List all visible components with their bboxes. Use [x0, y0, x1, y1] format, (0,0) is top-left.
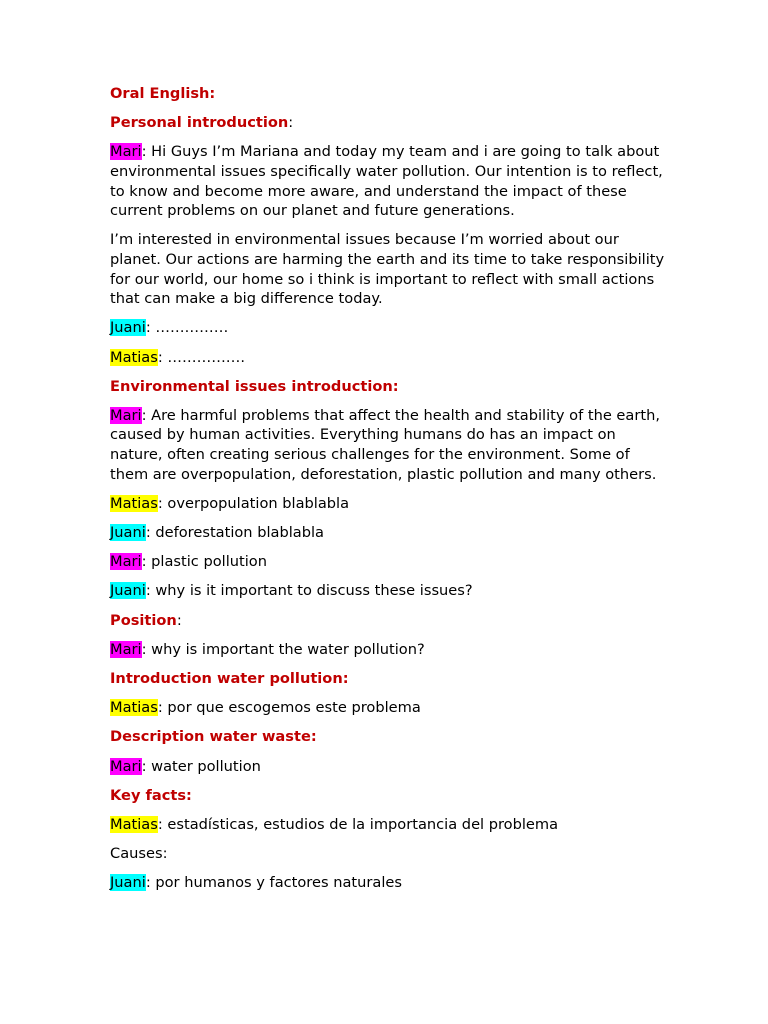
doc-title: Oral English: — [110, 85, 216, 102]
juani-deforestation-line — [110, 523, 670, 543]
speech-text: : why is it important to discuss these issues? — [145, 582, 473, 600]
matias-stats-line — [110, 815, 670, 835]
document-page — [110, 84, 670, 902]
juani-why-line — [110, 581, 670, 601]
speech-text: : Hi Guys I’m Mariana and today my team and i are going to talk about environmental issues specifically water pollution. Our intention is to reflect, to know and become more aware, and understand the impact of these current problems on our planet and future generations. — [110, 143, 663, 220]
speech-text: : estadísticas, estudios de la importancia del problema — [157, 815, 559, 833]
mari-position-line — [110, 640, 670, 660]
speaker-juani: Juani — [110, 319, 146, 337]
speech-text: : Are harmful problems that affect the health and stability of the earth, caused by human activities. Everything humans do has an impact on nature, often creating serious challenges for the environment. Some of them are overpopulation, deforestation, plastic pollution and many others. — [110, 406, 660, 483]
speaker-juani: Juani — [110, 582, 146, 600]
personal-intro-heading: Personal introduction — [110, 114, 289, 132]
intro-water-pollution-heading: Introduction water pollution: — [110, 669, 349, 687]
juani-causes-line — [110, 873, 670, 893]
mari-water-line — [110, 757, 670, 777]
matias-intro-line — [110, 348, 670, 368]
heading-colon: : — [288, 114, 294, 132]
speech-text: : por humanos y factores naturales — [145, 874, 402, 892]
speaker-mari: Mari — [110, 757, 142, 775]
mari-intro-paragraph — [110, 142, 670, 220]
speech-text: : plastic pollution — [141, 553, 267, 571]
matias-why-line — [110, 698, 670, 718]
matias-overpopulation-line — [110, 494, 670, 514]
key-facts-heading: Key facts: — [110, 786, 192, 804]
speaker-mari: Mari — [110, 640, 142, 658]
speech-text: : por que escogemos este problema — [157, 699, 421, 717]
interest-paragraph: I’m interested in environmental issues because I’m worried about our planet. Our actions are harming the earth and its time to take responsibility for our world, our home so i think is important to reflect with small actions that can make a big difference today. — [110, 231, 665, 308]
speaker-matias: Matias — [110, 348, 158, 366]
speech-text: : water pollution — [141, 757, 261, 775]
mari-plastic-line — [110, 552, 670, 572]
juani-intro-line — [110, 318, 670, 338]
speech-text: : …………… — [145, 319, 229, 337]
speech-text: : overpopulation blablabla — [157, 494, 350, 512]
personal-intro-heading-line — [110, 113, 670, 133]
causes-label: Causes: — [110, 845, 168, 863]
mari-env-paragraph — [110, 406, 670, 484]
speech-text: : why is important the water pollution? — [141, 640, 425, 658]
speaker-juani: Juani — [110, 524, 146, 542]
speaker-mari: Mari — [110, 143, 142, 161]
speaker-mari: Mari — [110, 553, 142, 571]
speaker-mari: Mari — [110, 406, 142, 424]
speaker-matias: Matias — [110, 699, 158, 717]
description-water-waste-heading: Description water waste: — [110, 728, 317, 746]
speech-text: : ……………. — [157, 348, 246, 366]
speaker-juani: Juani — [110, 874, 146, 892]
position-heading-line — [110, 611, 670, 631]
position-heading: Position — [110, 611, 177, 629]
speaker-matias: Matias — [110, 815, 158, 833]
speech-text: : deforestation blablabla — [145, 524, 324, 542]
env-issues-heading: Environmental issues introduction: — [110, 377, 399, 395]
heading-colon: : — [176, 611, 182, 629]
speaker-matias: Matias — [110, 494, 158, 512]
